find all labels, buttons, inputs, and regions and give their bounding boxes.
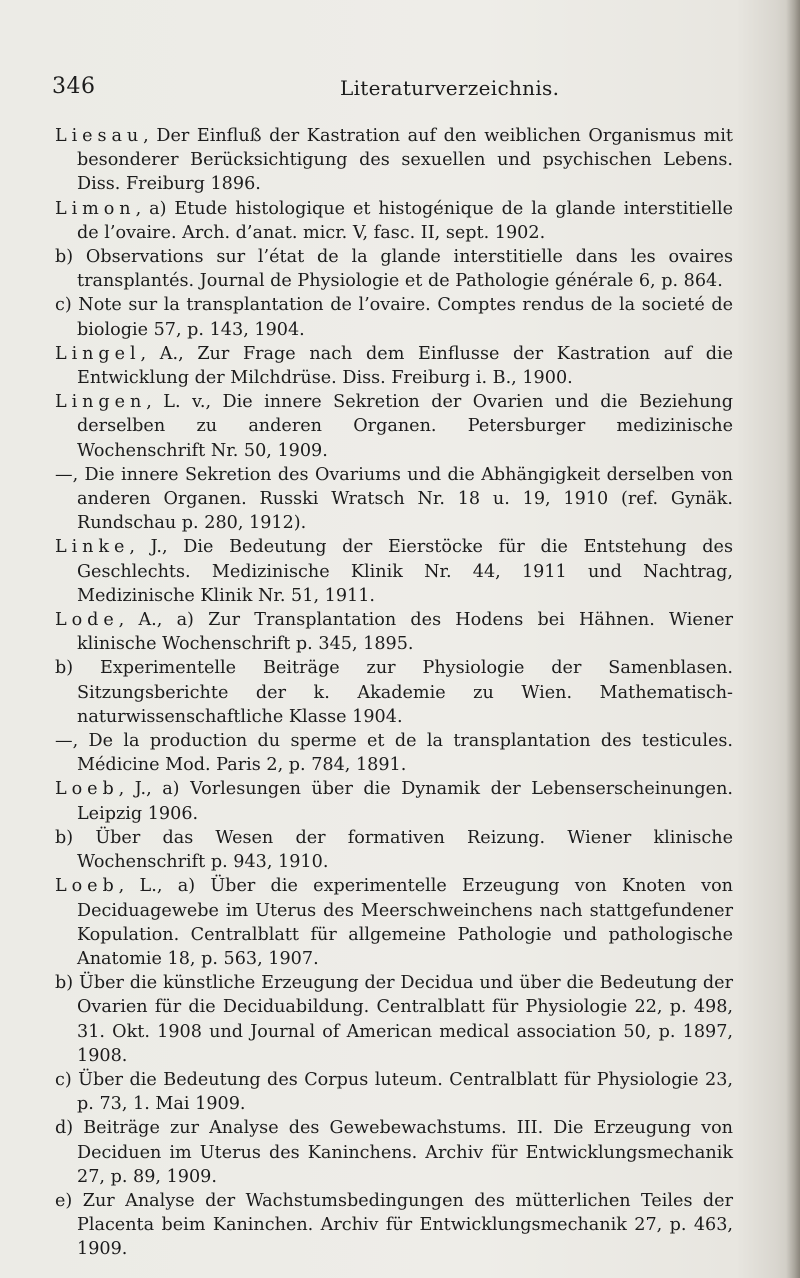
entry-author: Lingel (55, 343, 141, 364)
bibliography-entry (55, 535, 733, 608)
bibliography-subentry (55, 971, 733, 1068)
entry-author: Linke (55, 537, 130, 558)
page-number: 346 (52, 74, 96, 99)
bibliography-subentry (55, 245, 733, 293)
bibliography-entry (55, 608, 733, 656)
entry-text: , Der Einfluß der Kastration auf den weiblichen Organismus mit besonderer Berücksichtigung des sexuellen und psychischen Lebens. Diss. Freiburg 1896. (77, 126, 733, 195)
entry-text: , L., a) Über die experimentelle Erzeugung von Knoten von Deciduagewebe im Uterus des Meerschweinchens nach stattgefundener Kopulation. Centralblatt für allgemeine Pathologie und pathologische Anatomie 18, p. 563, 1907. (77, 876, 733, 969)
bibliography-list (55, 124, 733, 1262)
bibliography-entry (55, 197, 733, 245)
bibliography-subentry (55, 729, 733, 777)
bibliography-subentry (55, 1068, 733, 1116)
entry-author: Loeb (55, 779, 119, 800)
bibliography-subentry (55, 826, 733, 874)
entry-text: b) Observations sur l’état de la glande interstitielle dans les ovaires transplantés. Journal de Physiologie et de Pathologie générale 6, p. 864. (55, 247, 733, 292)
entry-author: Liesau (55, 126, 144, 146)
entry-text: b) Über das Wesen der formativen Reizung. Wiener klinische Wochenschrift p. 943, 1910. (55, 827, 733, 873)
entry-author: Limon (55, 198, 136, 219)
entry-text: , A., a) Zur Transplantation des Hodens bei Hähnen. Wiener klinische Wochenschrift p. 345, 1895. (77, 610, 733, 655)
entry-text: d) Beiträge zur Analyse des Gewebewachstums. III. Die Erzeugung von Deciduen im Uterus des Kaninchens. Archiv für Entwicklungsmechanik 27, p. 89, 1909. (55, 1118, 733, 1187)
entry-text: e) Zur Analyse der Wachstumsbedingungen des mütterlichen Teiles der Placenta beim Kaninchen. Archiv für Entwicklungsmechanik 27, p. 463, 1909. (55, 1190, 733, 1260)
entry-text: —, De la production du sperme et de la transplantation des testicules. Médicine Mod. Paris 2, p. 784, 1891. (55, 731, 733, 776)
page-edge-shadow (786, 0, 800, 1278)
bibliography-subentry (55, 293, 733, 341)
entry-text: , J., Die Bedeutung der Eierstöcke für die Entstehung des Geschlechts. Medizinische Klinik Nr. 44, 1911 und Nachtrag, Medizinische Klinik Nr. 51, 1911. (77, 537, 733, 606)
entry-text: b) Über die künstliche Erzeugung der Decidua und über die Bedeutung der Ovarien für die Deciduabildung. Centralblatt für Physiologie 22, p. 498, 31. Okt. 1908 und Journal of American medical association 50, p. 1897, 1908. (55, 973, 733, 1066)
bibliography-entry (55, 342, 733, 390)
entry-text: —, Die innere Sekretion des Ovariums und die Abhängigkeit derselben von anderen Organen. Russki Wratsch Nr. 18 u. 19, 1910 (ref. Gynäk. Rundschau p. 280, 1912). (55, 464, 733, 534)
bibliography-entry (55, 124, 733, 197)
bibliography-entry (55, 777, 733, 825)
bibliography-subentry (55, 463, 733, 536)
entry-text: c) Über die Bedeutung des Corpus luteum. Centralblatt für Physiologie 23, p. 73, 1. Mai 1909. (55, 1069, 733, 1115)
entry-text: , L. v., Die innere Sekretion der Ovarien und die Beziehung derselben zu anderen Organen. Petersburger medizinische Wochenschrift Nr. 50, 1909. (77, 392, 733, 461)
bibliography-subentry (55, 1189, 733, 1262)
entry-text: b) Experimentelle Beiträge zur Physiologie der Samenblasen. Sitzungsberichte der k. Akademie zu Wien. Mathematisch-naturwissenschaftliche Klasse 1904. (55, 658, 733, 727)
bibliography-subentry (55, 1116, 733, 1189)
entry-text: c) Note sur la transplantation de l’ovaire. Comptes rendus de la societé de biologie 57, p. 143, 1904. (55, 295, 733, 340)
entry-text: , A., Zur Frage nach dem Einflusse der Kastration auf die Entwicklung der Milchdrüse. Diss. Freiburg i. B., 1900. (77, 343, 733, 389)
running-title: Literaturverzeichnis. (340, 76, 560, 100)
entry-author: Loeb (55, 876, 119, 897)
entry-text: , J., a) Vorlesungen über die Dynamik der Lebenserscheinungen. Leipzig 1906. (77, 779, 733, 824)
entry-author: Lingen (55, 392, 147, 413)
bibliography-subentry (55, 656, 733, 729)
entry-text: , a) Etude histologique et histogénique de la glande interstitielle de l’ovaire. Arch. d’anat. micr. V, fasc. II, sept. 1902. (77, 198, 733, 243)
page-header (52, 74, 742, 114)
entry-author: Lode (55, 610, 119, 631)
bibliography-entry (55, 390, 733, 463)
bibliography-entry (55, 874, 733, 971)
